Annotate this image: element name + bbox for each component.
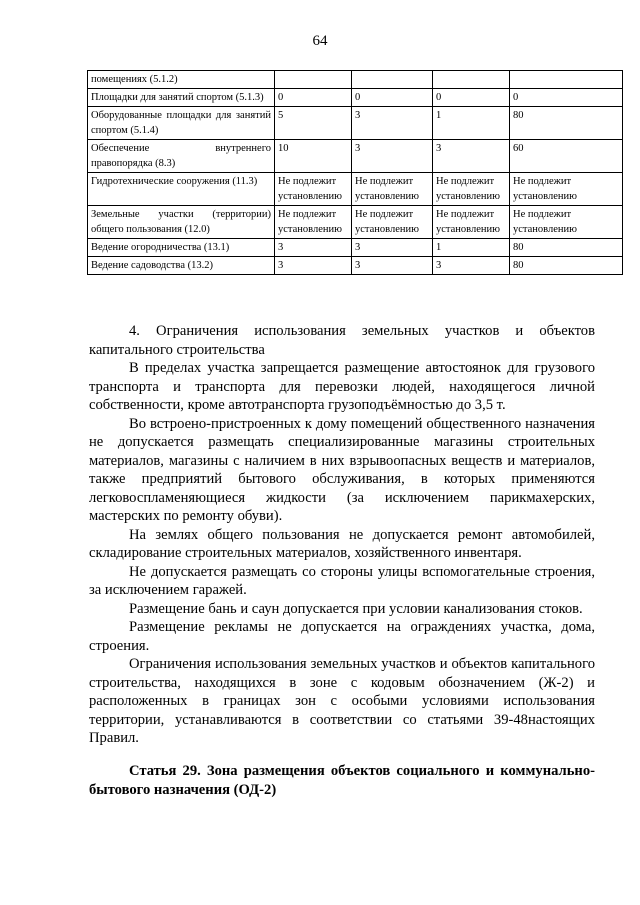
table-cell-use-name: Ведение огородничества (13.1) <box>88 239 275 257</box>
paragraph-baths: Размещение бань и саун допускается при условии канализования стоков. <box>129 600 583 617</box>
table-row <box>88 71 623 89</box>
table-cell-value: 1 <box>433 107 510 140</box>
table-cell-value: Не подлежит установлению <box>433 173 510 206</box>
table-row <box>88 257 623 275</box>
table-cell-value: 3 <box>275 239 352 257</box>
table-cell-value: 1 <box>433 239 510 257</box>
page-number: 64 <box>312 33 328 49</box>
paragraph-advertising: Размещение рекламы не допускается на ограждениях участка, дома, строения. <box>89 619 595 654</box>
paragraph-zone-restrictions: Ограничения использования земельных участков и объектов капитального строительства, находящихся в зоне с кодовым обозначением (Ж-2) и расположенных в границах зон с особыми условиями использования территории, устанавливаются в соответствии со статьями 39-48настоящих Правил. <box>89 656 595 746</box>
table-cell-value <box>275 71 352 89</box>
table-row <box>88 89 623 107</box>
table-cell-value <box>352 71 433 89</box>
table-cell-value: 10 <box>275 140 352 173</box>
table-cell-value: Не подлежит установлению <box>510 173 623 206</box>
regulations-table <box>87 70 623 275</box>
paragraph-auxiliary-buildings: Не допускается размещать со стороны улицы вспомогательные строения, за исключением гаражей. <box>89 563 595 598</box>
table-cell-value: 0 <box>352 89 433 107</box>
table-cell-value: 3 <box>352 257 433 275</box>
table-cell-use-name: Обеспечение внутреннего правопорядка (8.3) <box>88 140 275 173</box>
table-row <box>88 107 623 140</box>
table-cell-use-name: Площадки для занятий спортом (5.1.3) <box>88 89 275 107</box>
table-cell-value: Не подлежит установлению <box>275 206 352 239</box>
table-cell-value: Не подлежит установлению <box>275 173 352 206</box>
table-cell-value: 60 <box>510 140 623 173</box>
table-cell-value: Не подлежит установлению <box>352 206 433 239</box>
table-row <box>88 140 623 173</box>
table-cell-value: 80 <box>510 239 623 257</box>
table-cell-value <box>510 71 623 89</box>
paragraph-restrictions-title: 4. Ограничения использования земельных участков и объектов капитального строительства <box>89 323 595 358</box>
table-cell-value: 5 <box>275 107 352 140</box>
table-cell-use-name: Земельные участки (территории) общего пользования (12.0) <box>88 206 275 239</box>
table-cell-use-name: Ведение садоводства (13.2) <box>88 257 275 275</box>
table-cell-value: 0 <box>433 89 510 107</box>
article-heading: Статья 29. Зона размещения объектов социального и коммунально-бытового назначения (ОД-2) <box>89 763 595 798</box>
table-cell-value: 3 <box>352 140 433 173</box>
table-cell-value: 3 <box>352 239 433 257</box>
table-row <box>88 239 623 257</box>
table-cell-value: Не подлежит установлению <box>352 173 433 206</box>
table-cell-use-name: Оборудованные площадки для занятий спортом (5.1.4) <box>88 107 275 140</box>
paragraph-built-in-premises: Во встроено-пристроенных к дому помещений общественного назначения не допускается размещать специализированные магазины строительных материалов, магазины с наличием в них взрывоопасных веществ и материалов, также предприятий бытового обслуживания, в которых применяются легковоспламеняющиеся жидкости (за исключением парикмахерских, мастерских по ремонту обуви). <box>89 415 595 524</box>
paragraph-public-lands: На землях общего пользования не допускается ремонт автомобилей, складирование строительных материалов, хозяйственного инвентаря. <box>89 526 595 561</box>
table-cell-value: 80 <box>510 107 623 140</box>
table-cell-value: Не подлежит установлению <box>510 206 623 239</box>
table-cell-value: 0 <box>510 89 623 107</box>
table-cell-use-name: Гидротехнические сооружения (11.3) <box>88 173 275 206</box>
body-text <box>89 322 595 748</box>
table-row <box>88 173 623 206</box>
table-cell-value <box>433 71 510 89</box>
table-cell-value: Не подлежит установлению <box>433 206 510 239</box>
table-cell-value: 3 <box>433 140 510 173</box>
table-cell-use-name: помещениях (5.1.2) <box>88 71 275 89</box>
table-cell-value: 0 <box>275 89 352 107</box>
table-cell-value: 3 <box>433 257 510 275</box>
table-row <box>88 206 623 239</box>
table-cell-value: 80 <box>510 257 623 275</box>
paragraph-parking: В пределах участка запрещается размещение автостоянок для грузового транспорта и транспорта для перевозки людей, находящегося личной собственности, кроме автотранспорта грузоподъёмностью до 3,5 т. <box>89 360 595 413</box>
table-cell-value: 3 <box>352 107 433 140</box>
table-cell-value: 3 <box>275 257 352 275</box>
